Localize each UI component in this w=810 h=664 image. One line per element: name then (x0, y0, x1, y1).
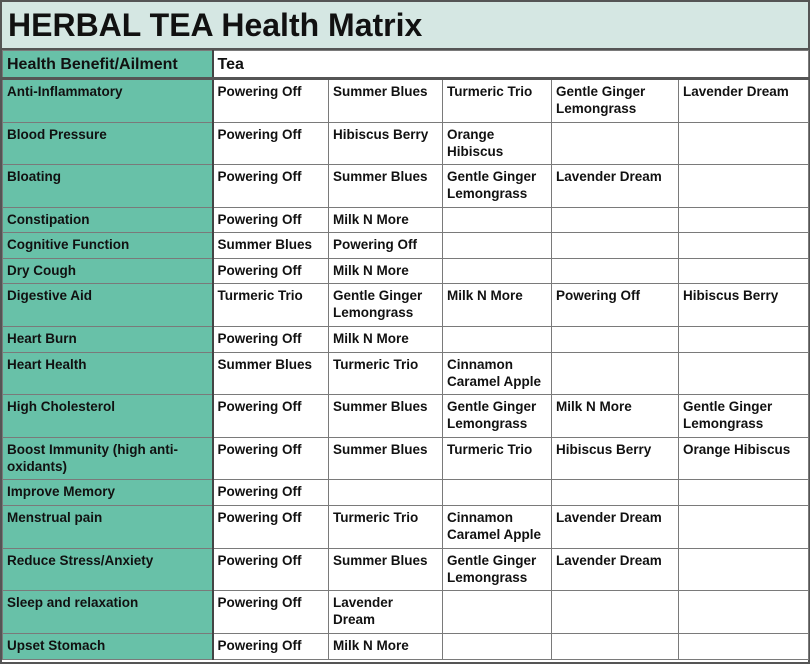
tea-cell (679, 259, 809, 284)
ailment-cell: Anti-Inflammatory (3, 79, 213, 123)
tea-cell: Gentle Ginger Lemongrass (443, 165, 552, 208)
tea-cell (552, 634, 679, 660)
tea-cell: Powering Off (213, 327, 329, 353)
table-row (3, 123, 809, 165)
ailment-cell: Dry Cough (3, 259, 213, 284)
table-body (3, 51, 809, 660)
tea-cell: Powering Off (213, 259, 329, 284)
tea-cell: Hibiscus Berry (552, 438, 679, 480)
table-row (3, 284, 809, 327)
table-row (3, 549, 809, 591)
tea-cell (679, 549, 809, 591)
table-row (3, 208, 809, 233)
tea-cell: Powering Off (213, 549, 329, 591)
tea-cell (679, 634, 809, 660)
tea-cell (552, 233, 679, 259)
ailment-cell: Heart Health (3, 353, 213, 395)
tea-cell: Summer Blues (329, 395, 443, 438)
tea-cell (679, 591, 809, 634)
tea-cell (679, 506, 809, 549)
tea-cell: Gentle Ginger Lemongrass (679, 395, 809, 438)
table-row (3, 395, 809, 438)
tea-cell (679, 353, 809, 395)
title-bar (2, 2, 808, 50)
tea-cell: Lavender Dream (679, 79, 809, 123)
tea-cell (552, 208, 679, 233)
table-row (3, 591, 809, 634)
tea-cell: Milk N More (329, 327, 443, 353)
tea-cell (443, 259, 552, 284)
tea-cell: Powering Off (213, 506, 329, 549)
tea-cell: Gentle Ginger Lemongrass (329, 284, 443, 327)
header-ailment: Health Benefit/Ailment (3, 51, 213, 79)
tea-cell (552, 259, 679, 284)
table-row (3, 634, 809, 660)
tea-cell: Lavender Dream (552, 506, 679, 549)
table-row (3, 233, 809, 259)
tea-cell: Summer Blues (213, 233, 329, 259)
ailment-cell: Cognitive Function (3, 233, 213, 259)
tea-cell: Milk N More (329, 208, 443, 233)
tea-cell: Powering Off (213, 634, 329, 660)
tea-cell (443, 327, 552, 353)
table-row (3, 165, 809, 208)
tea-cell (443, 591, 552, 634)
tea-cell: Turmeric Trio (443, 79, 552, 123)
table-row (3, 79, 809, 123)
tea-cell (443, 233, 552, 259)
tea-cell: Milk N More (443, 284, 552, 327)
tea-cell (552, 353, 679, 395)
tea-cell: Powering Off (213, 395, 329, 438)
tea-cell (552, 123, 679, 165)
tea-cell: Summer Blues (329, 438, 443, 480)
ailment-cell: Blood Pressure (3, 123, 213, 165)
tea-cell: Gentle Ginger Lemongrass (443, 395, 552, 438)
table-row (3, 438, 809, 480)
tea-cell: Milk N More (552, 395, 679, 438)
tea-cell: Summer Blues (213, 353, 329, 395)
table-header-row (3, 51, 809, 79)
tea-cell (443, 480, 552, 506)
ailment-cell: Boost Immunity (high anti-oxidants) (3, 438, 213, 480)
tea-cell (679, 165, 809, 208)
table-row (3, 506, 809, 549)
tea-cell: Milk N More (329, 634, 443, 660)
tea-cell (552, 327, 679, 353)
health-matrix-table (2, 50, 809, 660)
tea-cell: Lavender Dream (552, 165, 679, 208)
table-row (3, 353, 809, 395)
tea-cell (679, 233, 809, 259)
ailment-cell: Digestive Aid (3, 284, 213, 327)
tea-cell: Summer Blues (329, 549, 443, 591)
tea-cell: Cinnamon Caramel Apple (443, 353, 552, 395)
table-row (3, 480, 809, 506)
tea-cell: Summer Blues (329, 79, 443, 123)
tea-cell: Powering Off (329, 233, 443, 259)
tea-cell: Orange Hibiscus (443, 123, 552, 165)
tea-cell: Turmeric Trio (329, 353, 443, 395)
tea-cell: Gentle Ginger Lemongrass (443, 549, 552, 591)
tea-cell (443, 634, 552, 660)
tea-cell: Hibiscus Berry (679, 284, 809, 327)
ailment-cell: Reduce Stress/Anxiety (3, 549, 213, 591)
tea-cell: Hibiscus Berry (329, 123, 443, 165)
table-row (3, 259, 809, 284)
tea-cell: Turmeric Trio (329, 506, 443, 549)
tea-cell: Milk N More (329, 259, 443, 284)
tea-cell (679, 327, 809, 353)
ailment-cell: Heart Burn (3, 327, 213, 353)
tea-cell (443, 208, 552, 233)
ailment-cell: Sleep and relaxation (3, 591, 213, 634)
tea-cell (329, 480, 443, 506)
ailment-cell: Constipation (3, 208, 213, 233)
page-title: HERBAL TEA Health Matrix (8, 6, 423, 43)
tea-cell: Powering Off (213, 165, 329, 208)
tea-cell: Lavender Dream (329, 591, 443, 634)
tea-cell: Gentle Ginger Lemongrass (552, 79, 679, 123)
ailment-cell: High Cholesterol (3, 395, 213, 438)
tea-cell (679, 123, 809, 165)
tea-cell: Summer Blues (329, 165, 443, 208)
tea-cell: Lavender Dream (552, 549, 679, 591)
tea-cell: Powering Off (213, 480, 329, 506)
header-tea: Tea (213, 51, 809, 79)
tea-cell: Powering Off (213, 208, 329, 233)
table-row (3, 327, 809, 353)
tea-cell: Powering Off (213, 79, 329, 123)
tea-cell (552, 591, 679, 634)
ailment-cell: Improve Memory (3, 480, 213, 506)
tea-cell: Powering Off (213, 591, 329, 634)
tea-cell (679, 208, 809, 233)
tea-cell: Turmeric Trio (443, 438, 552, 480)
tea-cell: Cinnamon Caramel Apple (443, 506, 552, 549)
tea-cell: Orange Hibiscus (679, 438, 809, 480)
tea-cell: Powering Off (552, 284, 679, 327)
ailment-cell: Upset Stomach (3, 634, 213, 660)
ailment-cell: Menstrual pain (3, 506, 213, 549)
ailment-cell: Bloating (3, 165, 213, 208)
tea-cell (552, 480, 679, 506)
tea-cell: Powering Off (213, 438, 329, 480)
tea-cell (679, 480, 809, 506)
tea-cell: Powering Off (213, 123, 329, 165)
tea-cell: Turmeric Trio (213, 284, 329, 327)
